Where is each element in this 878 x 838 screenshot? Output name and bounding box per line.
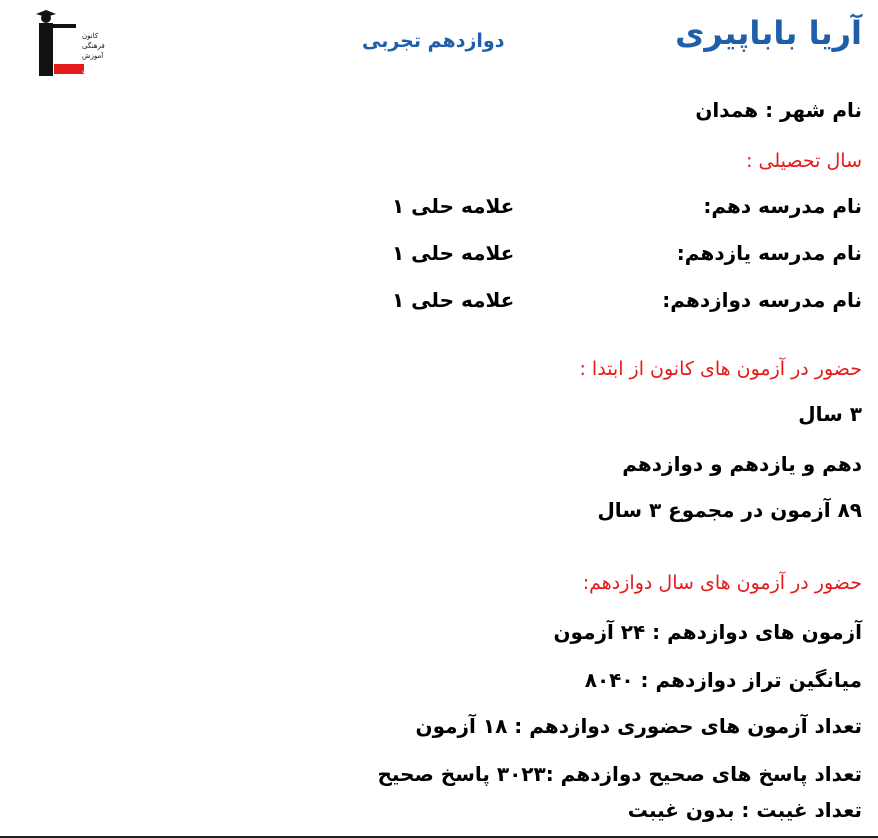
logo-badge: قلم چی	[82, 66, 105, 74]
track-label: دوازدهم تجربی	[362, 30, 505, 52]
attendance-grades: دهم و یازدهم و دوازدهم	[622, 452, 862, 476]
school-11-label: نام مدرسه یازدهم:	[676, 241, 862, 265]
school-10-value: علامه حلی ۱	[392, 194, 515, 218]
school-12-label: نام مدرسه دوازدهم:	[662, 288, 862, 312]
school-12-value: علامه حلی ۱	[392, 288, 515, 312]
logo-text-3: آموزش	[82, 52, 104, 60]
academic-year-label: سال تحصیلی :	[746, 150, 862, 172]
attendance-total-heading: حضور در آزمون های کانون از ابتدا :	[579, 358, 862, 380]
attendance-12-heading: حضور در آزمون های سال دوازدهم:	[582, 572, 862, 594]
school-10-label: نام مدرسه دهم:	[703, 194, 862, 218]
absences-12: تعداد غیبت : بدون غیبت	[627, 798, 862, 822]
correct-answers-12: تعداد پاسخ های صحیح دوازدهم :۳۰۲۳ پاسخ صحیح	[377, 762, 862, 786]
graduate-figure-icon	[30, 8, 105, 78]
logo-text-1: کانون	[82, 32, 99, 40]
student-name: آریا باباپیری	[675, 14, 862, 52]
school-11-value: علامه حلی ۱	[392, 241, 515, 265]
logo-text-2: فرهنگی	[82, 42, 105, 50]
exams-12: آزمون های دوازدهم : ۲۴ آزمون	[553, 620, 862, 644]
in-person-12: تعداد آزمون های حضوری دوازدهم : ۱۸ آزمون	[415, 714, 862, 738]
city-line: نام شهر : همدان	[695, 98, 862, 122]
avg-taraz-12: میانگین تراز دوازدهم : ۸۰۴۰	[584, 668, 862, 692]
attendance-years: ۳ سال	[798, 402, 862, 426]
attendance-count: ۸۹ آزمون در مجموع ۳ سال	[597, 498, 862, 522]
kanoon-logo	[30, 8, 105, 78]
